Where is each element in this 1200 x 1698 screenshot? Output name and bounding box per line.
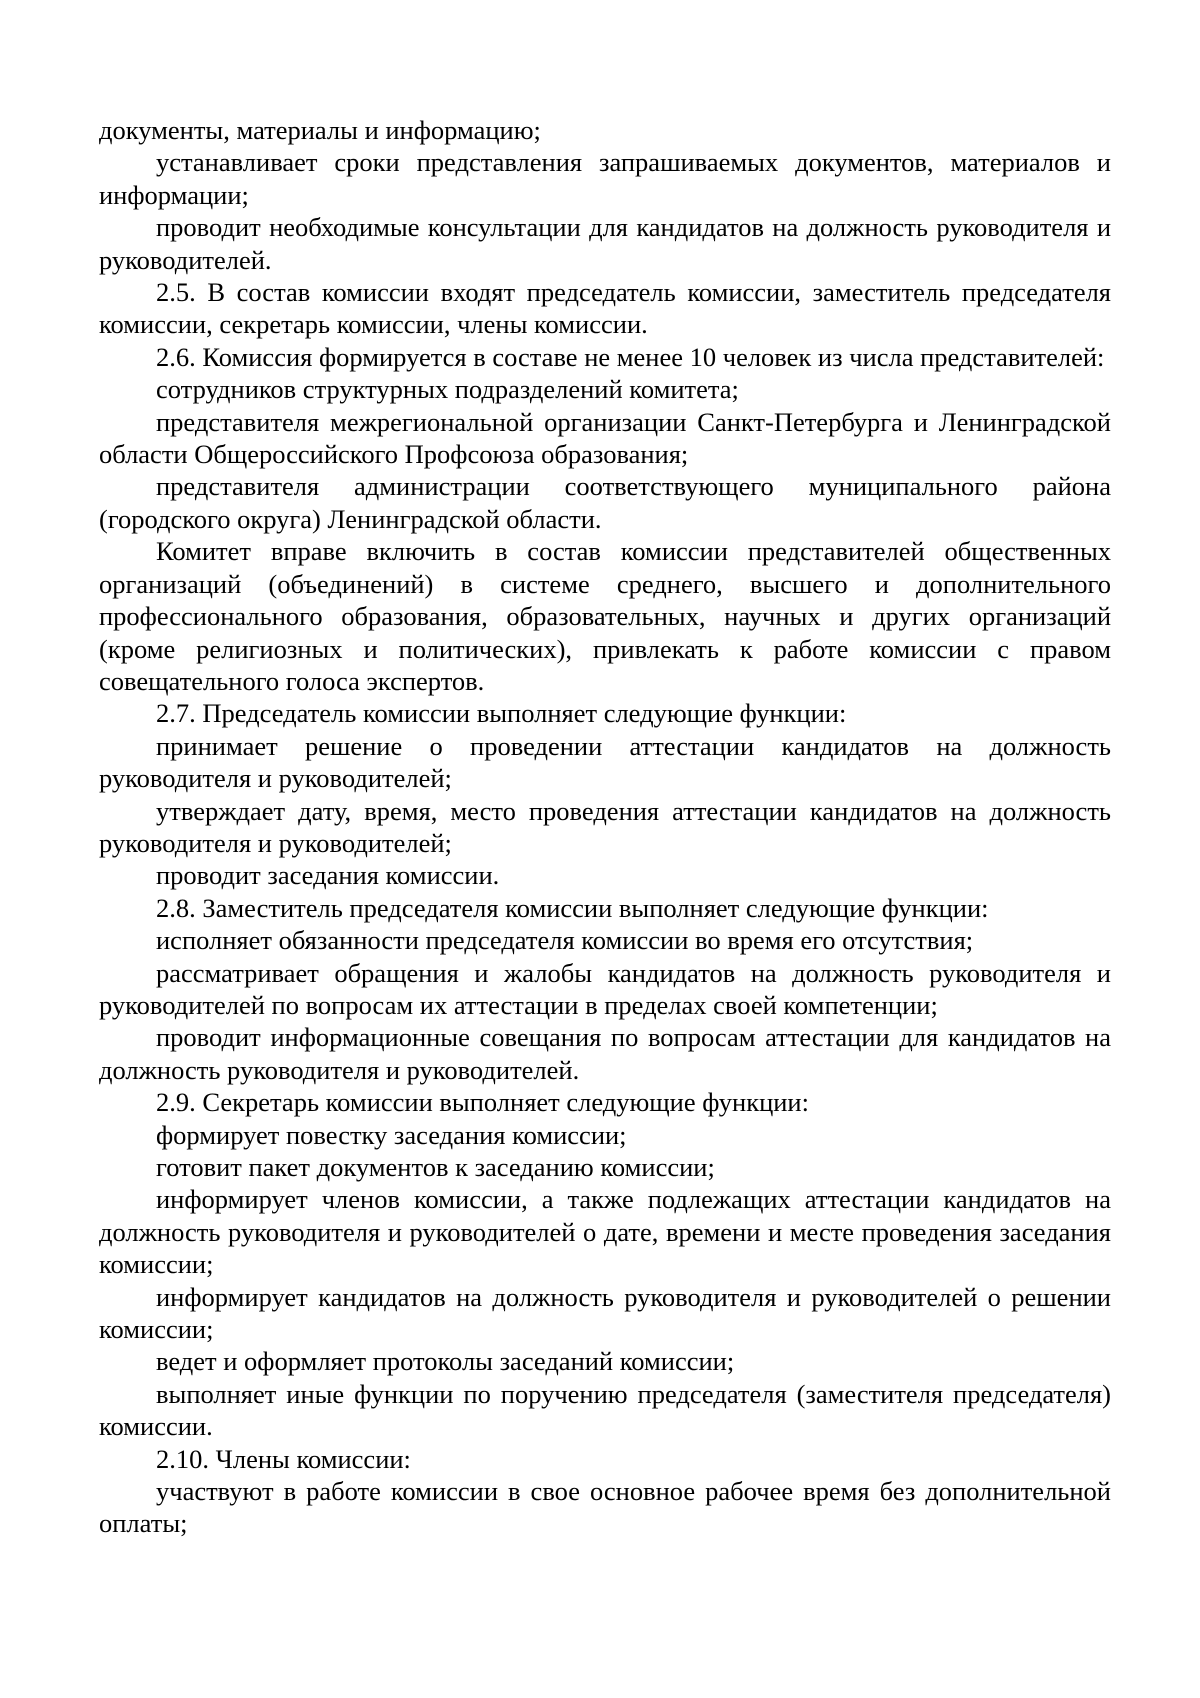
paragraph: участвуют в работе комиссии в свое основное рабочее время без дополнительной оплаты; [99,1476,1111,1539]
paragraph: сотрудников структурных подразделений комитета; [156,374,739,405]
paragraph: 2.10. Члены комиссии: [156,1443,411,1474]
paragraph: принимает решение о проведении аттестации кандидатов на должность руководителя и руководителей; [99,730,1111,794]
paragraph: представителя межрегиональной организации Санкт-Петербурга и Ленинградской области Общероссийского Профсоюза образования; [99,406,1111,470]
paragraph: ведет и оформляет протоколы заседаний комиссии; [156,1346,735,1377]
paragraph: формирует повестку заседания комиссии; [156,1119,627,1150]
paragraph: исполняет обязанности председателя комиссии во время его отсутствия; [156,925,974,956]
paragraph: устанавливает сроки представления запрашиваемых документов, материалов и информации; [99,147,1111,210]
paragraph: информирует кандидатов на должность руководителя и руководителей о решении комиссии; [99,1281,1111,1345]
paragraph: документы, материалы и информацию; [99,115,541,145]
paragraph: представителя администрации соответствующего муниципального района (городского округа) Ленинградской области. [99,471,1111,534]
paragraph: проводит необходимые консультации для кандидатов на должность руководителя и руководителей. [99,212,1111,275]
paragraph: 2.5. В состав комиссии входят председатель комиссии, заместитель председателя комиссии, секретарь комиссии, члены комиссии. [99,277,1111,340]
paragraph: готовит пакет документов к заседанию комиссии; [156,1152,715,1182]
document-body [99,114,1111,1540]
paragraph: утверждает дату, время, место проведения аттестации кандидатов на должность руководителя и руководителей; [99,795,1111,858]
paragraph: проводит заседания комиссии. [156,860,500,891]
paragraph: выполняет иные функции по поручению председателя (заместителя председателя) комиссии. [99,1378,1111,1442]
paragraph: информирует членов комиссии, а также подлежащих аттестации кандидатов на должность руководителя и руководителей о дате, времени и месте проведения заседания комиссии; [99,1184,1111,1280]
paragraph: рассматривает обращения и жалобы кандидатов на должность руководителя и руководителей по вопросам их аттестации в пределах своей компетенции; [99,957,1111,1020]
paragraph: проводит информационные совещания по вопросам аттестации для кандидатов на должность руководителя и руководителей. [99,1022,1111,1085]
paragraph: 2.8. Заместитель председателя комиссии выполняет следующие функции: [156,892,989,923]
paragraph: Комитет вправе включить в состав комиссии представителей общественных организаций (объединений) в системе среднего, высшего и дополнительного профессионального образования, образовательных, научных и других организаций (кроме религиозных и политических), привлекать к работе комиссии с правом совещательного голоса экспертов. [99,536,1111,696]
paragraph: 2.7. Председатель комиссии выполняет следующие функции: [156,698,847,729]
paragraph: 2.9. Секретарь комиссии выполняет следующие функции: [156,1087,809,1118]
paragraph: 2.6. Комиссия формируется в составе не менее 10 человек из числа представителей: [156,341,1105,372]
